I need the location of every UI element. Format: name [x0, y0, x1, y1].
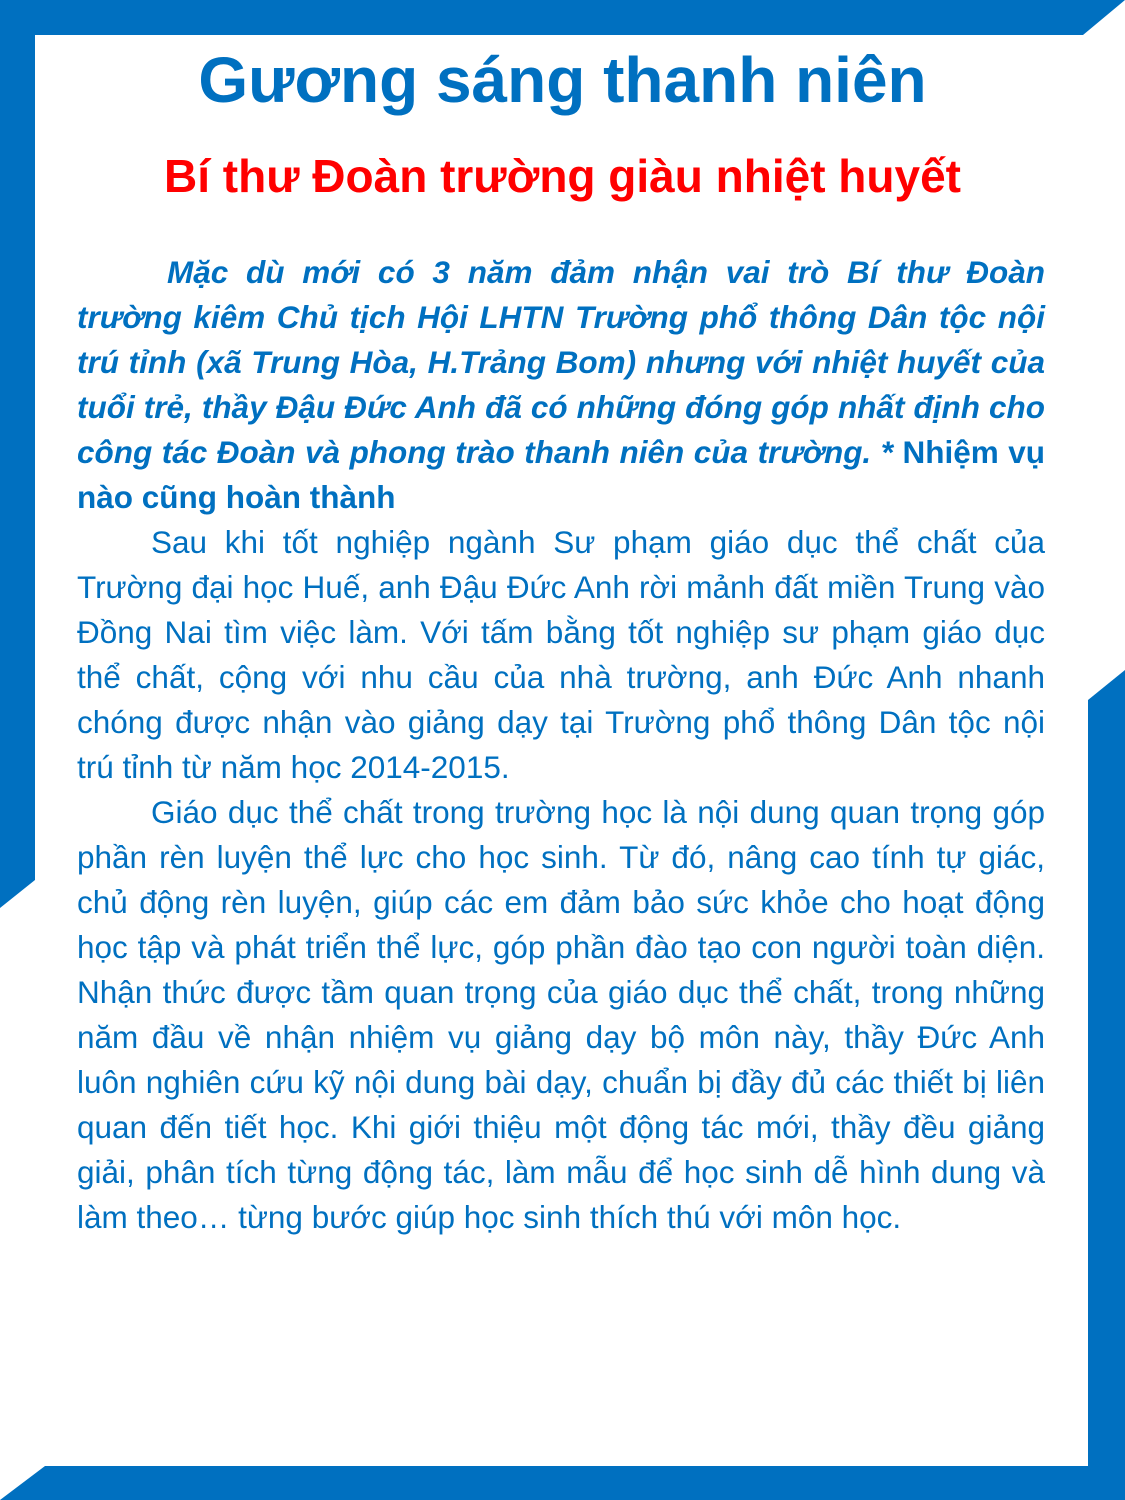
article-subtitle: Bí thư Đoàn trường giàu nhiệt huyết: [164, 150, 961, 202]
page-title: Gương sáng thanh niên: [198, 44, 927, 116]
paragraph-2: Giáo dục thể chất trong trường học là nội dung quan trọng góp phần rèn luyện thể lực cho học sinh. Từ đó, nâng cao tính tự giác, chủ động rèn luyện, giúp các em đảm bảo sức khỏe cho hoạt động học tập và phát triển thể lực, góp phần đào tạo con người toàn diện. Nhận thức được tầm quan trọng của giáo dục thể chất, trong những năm đầu về nhận nhiệm vụ giảng dạy bộ môn này, thầy Đức Anh luôn nghiên cứu kỹ nội dung bài dạy, chuẩn bị đầy đủ các thiết bị liên quan đến tiết học. Khi giới thiệu một động tác mới, thầy đều giảng giải, phân tích từng động tác, làm mẫu để học sinh dễ hình dung và làm theo… từng bước giúp học sinh thích thú với môn học.: [77, 794, 1045, 1235]
frame-left-bar: [0, 0, 35, 908]
lead-text: Mặc dù mới có 3 năm đảm nhận vai trò Bí thư Đoàn trường kiêm Chủ tịch Hội LHTN Trường phổ thông Dân tộc nội trú tỉnh (xã Trung Hòa, H.Trảng Bom) nhưng với nhiệt huyết của tuổi trẻ, thầy Đậu Đức Anh đã có những đóng góp nhất định cho công tác Đoàn và phong trào thanh niên của trường. *: [77, 254, 1045, 470]
frame-right-bar: [1088, 670, 1125, 1500]
frame-top-bar: [0, 0, 1125, 35]
paragraph-1: Sau khi tốt nghiệp ngành Sư phạm giáo dục thể chất của Trường đại học Huế, anh Đậu Đức Anh rời mảnh đất miền Trung vào Đồng Nai tìm việc làm. Với tấm bằng tốt nghiệp sư phạm giáo dục thể chất, cộng với nhu cầu của nhà trường, anh Đức Anh nhanh chóng được nhận vào giảng dạy tại Trường phổ thông Dân tộc nội trú tỉnh từ năm học 2014-2015.: [77, 524, 1045, 785]
frame-bottom-bar: [0, 1466, 1125, 1500]
article-body: [77, 250, 1045, 1240]
section-heading: Nhiệm vụ nào cũng hoàn thành: [77, 434, 1046, 515]
article-lead: [77, 250, 1045, 520]
